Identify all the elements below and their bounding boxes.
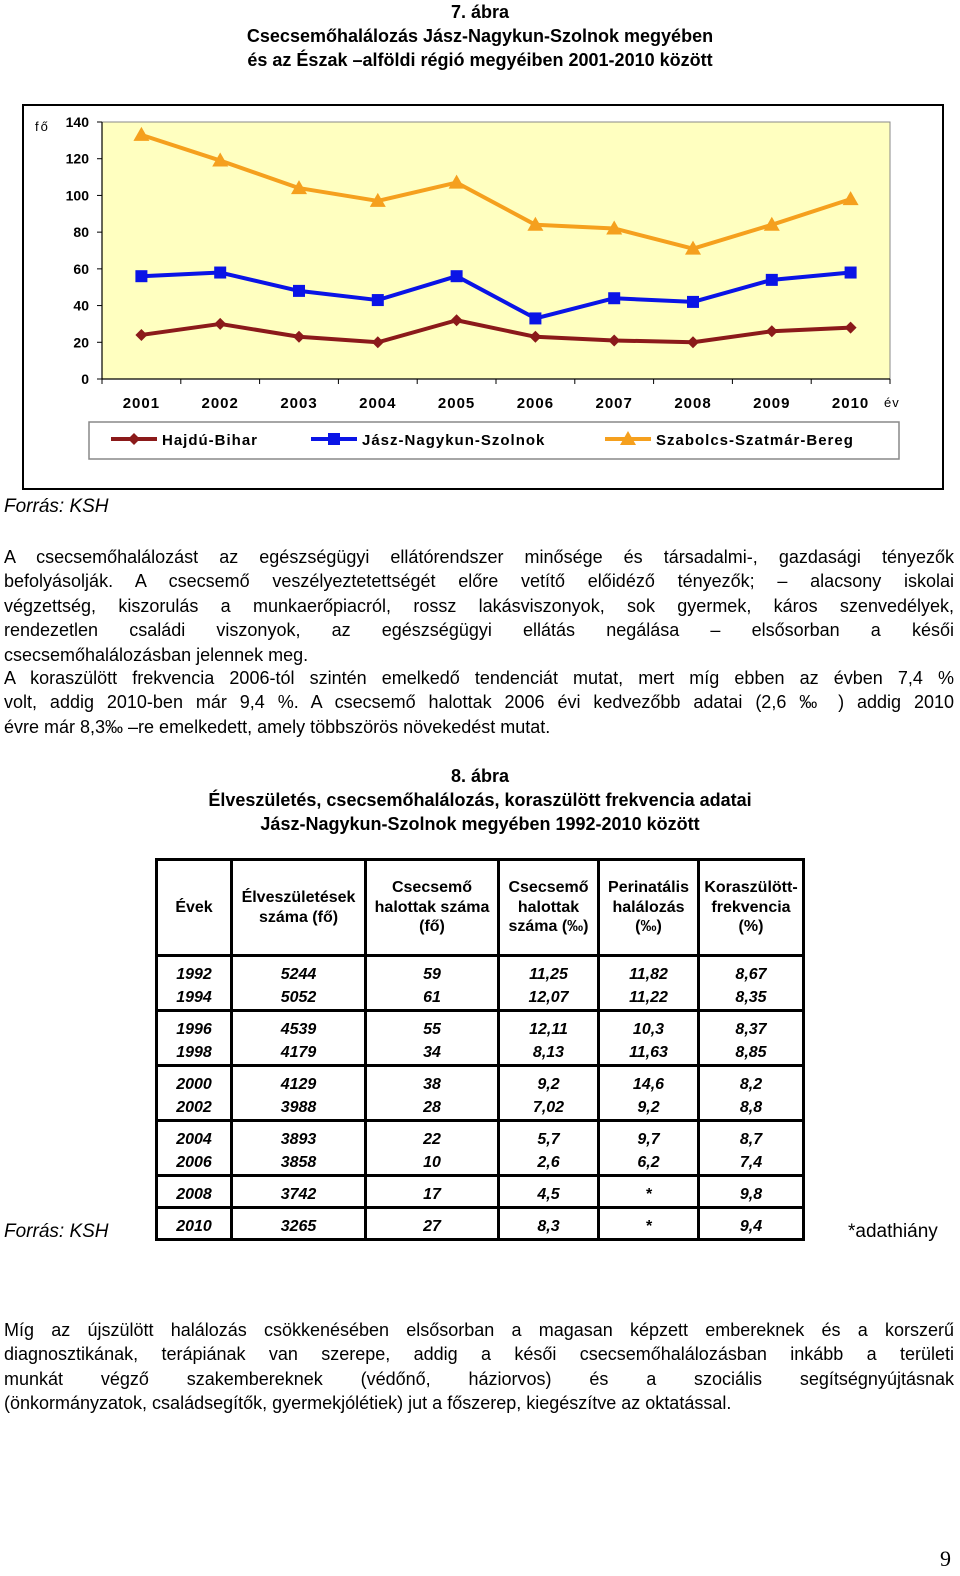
header-premature: Koraszülött-frekvencia (%) (699, 860, 804, 956)
cell-infant-deaths-rate (499, 956, 599, 1011)
table-row (157, 1176, 804, 1208)
cell-perinatal (599, 1208, 699, 1240)
cell-value: 9,2 (637, 1099, 660, 1116)
x-tick-label: 2007 (595, 395, 633, 412)
cell-value: 8,13 (532, 1044, 565, 1061)
cell-value: 4,5 (537, 1186, 560, 1203)
cell-infant-deaths-count (366, 1066, 499, 1121)
cell-value: 1994 (176, 989, 212, 1006)
x-tick-label: 2002 (201, 395, 239, 412)
y-tick-label: 120 (65, 150, 89, 167)
cell-value: 27 (423, 1218, 441, 1235)
cell-year (157, 1011, 232, 1066)
header-infant-deaths-rate: Csecsemő halottak száma (‰) (499, 860, 599, 956)
cell-value: 3988 (280, 1099, 317, 1116)
data-point-1-6 (608, 292, 620, 304)
cell-premature (699, 1176, 804, 1208)
legend-marker-1 (328, 433, 340, 445)
cell-value: 3265 (280, 1218, 317, 1235)
x-tick-label: 2010 (831, 395, 870, 412)
cell-premature (699, 1208, 804, 1240)
paragraph-line: volt, addig 2010-ben már 9,4 %. A csecsemő halottak 2006 évi kedvezőbb adatai (2,6 ‰ ) addig 2010 (4, 692, 954, 713)
figure7-title-line1: Csecsemőhalálozás Jász-Nagykun-Szolnok megyében (246, 26, 714, 46)
cell-perinatal (599, 1176, 699, 1208)
cell-value: 2010 (176, 1218, 212, 1235)
paragraph-line: A koraszülött frekvencia 2006-tól szintén emelkedő tendenciát mutat, mert míg ebben az évben 7,4 % (4, 668, 954, 688)
cell-value: 1996 (176, 1021, 212, 1038)
cell-value: 11,22 (629, 989, 668, 1006)
cell-year (157, 1176, 232, 1208)
legend-label-1: Jász-Nagykun-Szolnok (362, 432, 546, 449)
cell-value: 9,4 (739, 1218, 763, 1235)
data-point-1-7 (687, 296, 699, 308)
paragraph-line: végzettség, kiszorulás a munkaerőpiacról, rossz lakásviszonyok, sok gyermek, káros szenvedélyek, (4, 595, 954, 616)
table-row (157, 1066, 804, 1121)
data-point-1-9 (845, 267, 857, 279)
cell-value: 1992 (176, 966, 212, 983)
cell-perinatal (599, 1121, 699, 1176)
paragraph-line: csecsemőhalálozásban jelennek meg. (4, 644, 309, 665)
paragraph-line: munkát végző szakembereknek (védőnő, háziorvos) és a szociális segítségnyújtásnak (4, 1368, 954, 1389)
cell-live-births (232, 1176, 366, 1208)
cell-value: 28 (423, 1099, 441, 1116)
data-point-1-5 (529, 312, 541, 324)
data-point-1-8 (766, 274, 778, 286)
data-point-1-0 (135, 270, 147, 282)
cell-value: 9,7 (637, 1131, 660, 1148)
paragraph-line: diagnosztikának, terápiának van szerepe, addig a késői csecsemőhalálozásban inkább a területi (4, 1344, 954, 1365)
x-tick-label: 2005 (437, 395, 476, 412)
y-axis-label: fő (35, 119, 50, 134)
header-years: Évek (157, 860, 232, 956)
y-tick-label: 60 (73, 260, 89, 277)
table-row (157, 1121, 804, 1176)
cell-year (157, 1121, 232, 1176)
cell-value: 22 (423, 1131, 441, 1148)
cell-live-births (232, 1208, 366, 1240)
cell-value: 8,85 (735, 1044, 767, 1061)
cell-value: 7,4 (739, 1154, 763, 1171)
cell-year (157, 956, 232, 1011)
paragraph-line: évre már 8,3‰ –re emelkedett, amely többszörös növekedést mutat. (4, 716, 551, 737)
figure8-number: 8. ábra (450, 766, 510, 786)
x-tick-label: 2004 (359, 395, 397, 412)
cell-value: 2008 (176, 1186, 212, 1203)
figure8-title-line1: Élveszületés, csecsemőhalálozás, koraszülött frekvencia adatai (208, 790, 752, 810)
paragraph-line: Míg az újszülött halálozás csökkenésében elsősorban a magasan képzett embereknek és a korszerű (4, 1320, 954, 1340)
cell-infant-deaths-count (366, 1121, 499, 1176)
x-tick-label: 2001 (122, 395, 161, 412)
page-number: 9 (940, 1546, 951, 1571)
table-row (157, 1208, 804, 1240)
source-note-2: Forrás: KSH (4, 1221, 109, 1242)
cell-value: 9,8 (739, 1186, 763, 1203)
y-tick-label: 140 (65, 114, 89, 130)
legend-label-2: Szabolcs-Szatmár-Bereg (656, 432, 854, 449)
cell-premature (699, 1121, 804, 1176)
cell-value: 61 (423, 989, 441, 1006)
y-tick-label: 80 (73, 224, 89, 241)
cell-value: 11,25 (529, 966, 568, 983)
cell-infant-deaths-rate (499, 1176, 599, 1208)
cell-perinatal (599, 956, 699, 1011)
cell-value: 10,3 (632, 1021, 665, 1038)
cell-value: 11,63 (629, 1044, 668, 1061)
paragraph-line: befolyásolják. A csecsemő veszélyeztetettségét előre vetítő előidéző tényezők; – alacsony iskolai (4, 571, 954, 592)
cell-value: 59 (423, 966, 441, 983)
cell-premature (699, 1011, 804, 1066)
cell-value: 8,37 (735, 1021, 767, 1038)
cell-perinatal (599, 1011, 699, 1066)
line-chart-svg (22, 104, 944, 490)
cell-infant-deaths-rate (499, 1066, 599, 1121)
cell-live-births (232, 1011, 366, 1066)
cell-infant-deaths-rate (499, 1121, 599, 1176)
cell-value: 8,8 (739, 1099, 763, 1116)
cell-value: 1998 (176, 1044, 212, 1061)
x-tick-label: 2009 (753, 395, 791, 412)
cell-value: 8,7 (739, 1131, 763, 1148)
x-tick-label: 2008 (674, 395, 712, 412)
paragraph-line: (önkormányzatok, családsegítők, gyermekjólétiek) jut a főszerep, kiegészítve az oktatással. (4, 1393, 732, 1414)
cell-value: 10 (423, 1154, 441, 1171)
cell-value: 55 (423, 1021, 441, 1038)
source-note-1: Forrás: KSH (4, 496, 109, 517)
cell-live-births (232, 1066, 366, 1121)
cell-value: 3742 (280, 1186, 317, 1203)
cell-value: 4129 (280, 1076, 317, 1093)
cell-infant-deaths-count (366, 956, 499, 1011)
paragraph-1 (4, 545, 954, 667)
cell-infant-deaths-rate (499, 1208, 599, 1240)
y-tick-label: 40 (73, 297, 89, 314)
cell-value: 5244 (280, 966, 317, 983)
data-point-1-1 (214, 267, 226, 279)
header-live-births: Élveszületések száma (fő) (232, 860, 366, 956)
footnote-missing-data: *adathiány (848, 1221, 938, 1242)
cell-infant-deaths-rate (499, 1011, 599, 1066)
table-row (157, 956, 804, 1011)
cell-value: 3858 (280, 1154, 317, 1171)
cell-value: 2004 (176, 1131, 212, 1148)
cell-value: 2,6 (537, 1154, 560, 1171)
cell-live-births (232, 1121, 366, 1176)
table-header-row (157, 860, 804, 956)
paragraph-line: A csecsemőhalálozást az egészségügyi ellátórendszer minősége és társadalmi-, gazdasági tényezők (4, 547, 954, 567)
cell-value: 2002 (176, 1099, 212, 1116)
cell-value: 17 (423, 1186, 441, 1203)
figure7-title (0, 24, 960, 72)
cell-value: 38 (423, 1076, 441, 1093)
y-tick-label: 100 (65, 187, 89, 204)
cell-value: * (645, 1218, 652, 1235)
cell-year (157, 1208, 232, 1240)
data-point-1-4 (451, 270, 463, 282)
x-axis-label: év (884, 395, 900, 410)
cell-value: 5052 (280, 989, 317, 1006)
y-tick-label: 0 (81, 371, 89, 387)
legend-label-0: Hajdú-Bihar (162, 432, 259, 449)
x-tick-label: 2006 (516, 395, 555, 412)
cell-value: 9,2 (537, 1076, 560, 1093)
figure7-title-line2: és az Észak –alföldi régió megyéiben 2001-2010 között (247, 50, 713, 70)
cell-value: 12,07 (528, 989, 569, 1006)
header-perinatal: Perinatális halálozás (‰) (599, 860, 699, 956)
data-point-1-2 (293, 285, 305, 297)
table-row (157, 1011, 804, 1066)
data-point-1-3 (372, 294, 384, 306)
cell-year (157, 1066, 232, 1121)
cell-infant-deaths-count (366, 1208, 499, 1240)
cell-premature (699, 1066, 804, 1121)
cell-infant-deaths-count (366, 1011, 499, 1066)
cell-value: 11,82 (629, 966, 668, 983)
cell-value: 8,3 (537, 1218, 560, 1235)
data-table (155, 858, 805, 1241)
cell-value: 3893 (280, 1131, 317, 1148)
cell-value: 2000 (176, 1076, 212, 1093)
header-infant-deaths-count: Csecsemő halottak száma (fő) (366, 860, 499, 956)
cell-value: 34 (423, 1044, 441, 1061)
cell-infant-deaths-count (366, 1176, 499, 1208)
cell-perinatal (599, 1066, 699, 1121)
cell-value: 4179 (280, 1044, 317, 1061)
paragraph-line: rendezetlen családi viszonyok, az egészségügyi ellátás negálása – elsősorban a késői (4, 620, 954, 641)
cell-value: 14,6 (632, 1076, 665, 1093)
cell-value: 5,7 (537, 1131, 560, 1148)
cell-value: 8,67 (735, 966, 767, 983)
cell-value: 8,35 (735, 989, 767, 1006)
figure7-number: 7. ábra (450, 2, 510, 22)
line-chart (22, 104, 944, 490)
paragraph-3 (4, 1318, 954, 1416)
cell-value: 2006 (176, 1154, 212, 1171)
cell-value: 12,11 (529, 1021, 568, 1038)
cell-value: 6,2 (637, 1154, 660, 1171)
y-tick-label: 20 (73, 334, 89, 351)
x-tick-label: 2003 (280, 395, 318, 412)
cell-premature (699, 956, 804, 1011)
cell-value: * (645, 1186, 652, 1203)
figure8-title-line2: Jász-Nagykun-Szolnok megyében 1992-2010 között (260, 814, 700, 834)
paragraph-2 (4, 666, 954, 739)
cell-value: 4539 (280, 1021, 317, 1038)
cell-value: 8,2 (739, 1076, 763, 1093)
cell-value: 7,02 (532, 1099, 565, 1116)
cell-live-births (232, 956, 366, 1011)
